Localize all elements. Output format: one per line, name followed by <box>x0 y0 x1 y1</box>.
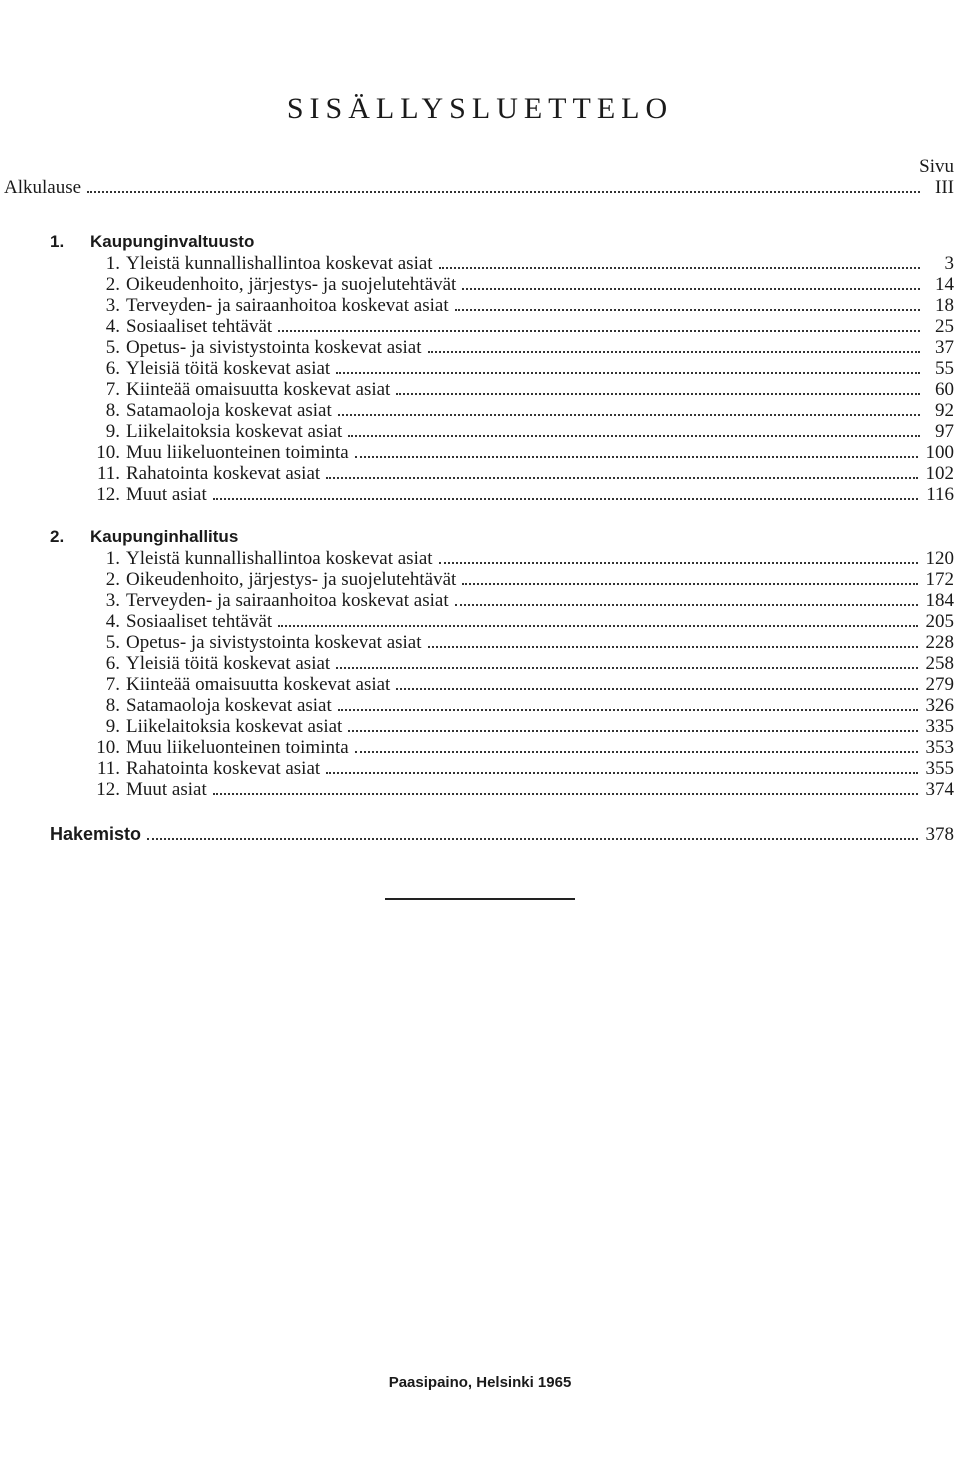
toc-item-page: 100 <box>925 442 954 463</box>
toc-item-label: Sosiaaliset tehtävät <box>126 611 273 632</box>
toc-row <box>90 611 954 632</box>
dot-leader <box>348 730 917 732</box>
toc-item-page: 102 <box>925 463 954 484</box>
toc-item-label: Yleisiä töitä koskevat asiat <box>126 358 331 379</box>
dot-leader <box>348 435 920 437</box>
toc-item-page: 374 <box>925 779 954 800</box>
toc-item-number: 2. <box>105 274 120 295</box>
toc-item-page: 353 <box>925 737 954 758</box>
toc-row <box>90 632 954 653</box>
toc-item-label: Satamaoloja koskevat asiat <box>126 400 332 421</box>
dot-leader <box>326 477 917 479</box>
toc-item-page: 25 <box>935 316 954 337</box>
toc-row <box>90 695 954 716</box>
toc-item-label: Liikelaitoksia koskevat asiat <box>126 421 343 442</box>
dot-leader <box>428 646 918 648</box>
toc-item-label: Rahatointa koskevat asiat <box>126 463 321 484</box>
toc-entry-page: 378 <box>925 824 954 845</box>
page-column-label: Sivu <box>919 156 954 177</box>
toc-item-number: 11. <box>96 463 120 484</box>
toc-item-page: 172 <box>925 569 954 590</box>
dot-leader <box>396 393 920 395</box>
toc-item-page: 326 <box>925 695 954 716</box>
dot-leader <box>278 625 917 627</box>
toc-item-label: Muu liikeluonteinen toiminta <box>126 737 349 758</box>
toc-item-number: 8. <box>105 400 120 421</box>
toc-row <box>90 653 954 674</box>
toc-item-label: Terveyden- ja sairaanhoitoa koskevat asiat <box>126 295 449 316</box>
toc-item-label: Rahatointa koskevat asiat <box>126 758 321 779</box>
toc-item-page: 205 <box>925 611 954 632</box>
toc-row <box>90 569 954 590</box>
toc-item-page: 55 <box>935 358 954 379</box>
toc-item-label: Yleisiä töitä koskevat asiat <box>126 653 331 674</box>
toc-row <box>90 316 954 337</box>
toc-item-number: 9. <box>105 716 120 737</box>
toc-item-label: Muut asiat <box>126 779 207 800</box>
section-number: 2. <box>50 527 65 546</box>
toc-row-index <box>50 824 954 845</box>
dot-leader <box>439 562 918 564</box>
toc-item-number: 10. <box>96 442 120 463</box>
toc-item-number: 4. <box>105 316 120 337</box>
toc-item-number: 8. <box>105 695 120 716</box>
toc-row <box>90 442 954 463</box>
toc-item-label: Yleistä kunnallishallintoa koskevat asiat <box>126 548 433 569</box>
toc-item-label: Muu liikeluonteinen toiminta <box>126 442 349 463</box>
toc-row <box>90 358 954 379</box>
page-title: SISÄLLYSLUETTELO <box>286 92 674 125</box>
dot-leader <box>428 351 920 353</box>
toc-item-label: Satamaoloja koskevat asiat <box>126 695 332 716</box>
toc-item-page: 60 <box>935 379 954 400</box>
toc-item-number: 12. <box>96 484 120 505</box>
toc-row <box>90 590 954 611</box>
toc-row <box>90 758 954 779</box>
toc-item-label: Kiinteää omaisuutta koskevat asiat <box>126 674 391 695</box>
toc-item-page: 279 <box>925 674 954 695</box>
section-number: 1. <box>50 232 65 251</box>
dot-leader <box>455 309 920 311</box>
toc-item-number: 6. <box>105 358 120 379</box>
dot-leader <box>338 414 920 416</box>
toc-item-number: 11. <box>96 758 120 779</box>
toc-item-number: 7. <box>105 674 120 695</box>
toc-item-label: Oikeudenhoito, järjestys- ja suojelutehtävät <box>126 274 457 295</box>
dot-leader <box>336 372 920 374</box>
toc-item-number: 12. <box>96 779 120 800</box>
printer-imprint: Paasipaino, Helsinki 1965 <box>388 1374 572 1391</box>
toc-row <box>90 737 954 758</box>
toc-item-page: 258 <box>925 653 954 674</box>
toc-row <box>90 295 954 316</box>
toc-row <box>90 779 954 800</box>
toc-item-page: 184 <box>925 590 954 611</box>
toc-item-number: 5. <box>105 337 120 358</box>
toc-row <box>90 716 954 737</box>
dot-leader <box>396 688 917 690</box>
toc-item-number: 6. <box>105 653 120 674</box>
toc-item-label: Muut asiat <box>126 484 207 505</box>
dot-leader <box>462 288 920 290</box>
toc-row <box>90 421 954 442</box>
section-title: Kaupunginhallitus <box>90 527 239 546</box>
toc-item-number: 4. <box>105 611 120 632</box>
toc-item-number: 2. <box>105 569 120 590</box>
dot-leader <box>326 772 917 774</box>
dot-leader <box>439 267 920 269</box>
toc-row <box>90 484 954 505</box>
toc-item-number: 5. <box>105 632 120 653</box>
toc-item-page: 97 <box>935 421 954 442</box>
toc-row-preface <box>4 177 954 198</box>
toc-item-page: 116 <box>926 484 954 505</box>
toc-item-label: Sosiaaliset tehtävät <box>126 316 273 337</box>
toc-row <box>90 400 954 421</box>
dot-leader <box>462 583 917 585</box>
toc-entry-label: Alkulause <box>4 177 82 198</box>
toc-item-page: 14 <box>935 274 954 295</box>
section-heading <box>50 527 238 547</box>
toc-item-label: Terveyden- ja sairaanhoitoa koskevat asiat <box>126 590 449 611</box>
dot-leader <box>355 751 918 753</box>
toc-item-page: 355 <box>925 758 954 779</box>
toc-entry-label: Hakemisto <box>50 824 142 844</box>
toc-item-number: 1. <box>105 548 120 569</box>
toc-item-label: Yleistä kunnallishallintoa koskevat asiat <box>126 253 433 274</box>
dot-leader <box>338 709 918 711</box>
dot-leader <box>455 604 918 606</box>
toc-item-number: 7. <box>105 379 120 400</box>
toc-item-number: 9. <box>105 421 120 442</box>
toc-item-label: Oikeudenhoito, järjestys- ja suojelutehtävät <box>126 569 457 590</box>
toc-item-page: 18 <box>935 295 954 316</box>
section-heading <box>50 232 254 252</box>
toc-row <box>90 463 954 484</box>
toc-row <box>90 253 954 274</box>
toc-entry-page: III <box>935 177 954 198</box>
section-title: Kaupunginvaltuusto <box>90 232 255 251</box>
toc-row <box>90 337 954 358</box>
toc-row <box>90 548 954 569</box>
dot-leader <box>355 456 918 458</box>
toc-item-page: 3 <box>944 253 954 274</box>
dot-leader <box>213 793 918 795</box>
toc-item-page: 335 <box>925 716 954 737</box>
toc-row <box>90 274 954 295</box>
toc-item-label: Kiinteää omaisuutta koskevat asiat <box>126 379 391 400</box>
toc-item-number: 10. <box>96 737 120 758</box>
toc-item-number: 3. <box>105 295 120 316</box>
dot-leader <box>87 191 920 193</box>
toc-item-page: 120 <box>925 548 954 569</box>
dot-leader <box>147 838 917 840</box>
dot-leader <box>336 667 917 669</box>
toc-item-page: 228 <box>925 632 954 653</box>
toc-item-label: Opetus- ja sivistystointa koskevat asiat <box>126 632 422 653</box>
divider <box>385 898 575 900</box>
toc-item-page: 37 <box>935 337 954 358</box>
dot-leader <box>213 498 918 500</box>
toc-item-label: Opetus- ja sivistystointa koskevat asiat <box>126 337 422 358</box>
toc-row <box>90 674 954 695</box>
toc-item-page: 92 <box>935 400 954 421</box>
toc-item-label: Liikelaitoksia koskevat asiat <box>126 716 343 737</box>
toc-item-number: 1. <box>105 253 120 274</box>
dot-leader <box>278 330 920 332</box>
toc-row <box>90 379 954 400</box>
toc-item-number: 3. <box>105 590 120 611</box>
